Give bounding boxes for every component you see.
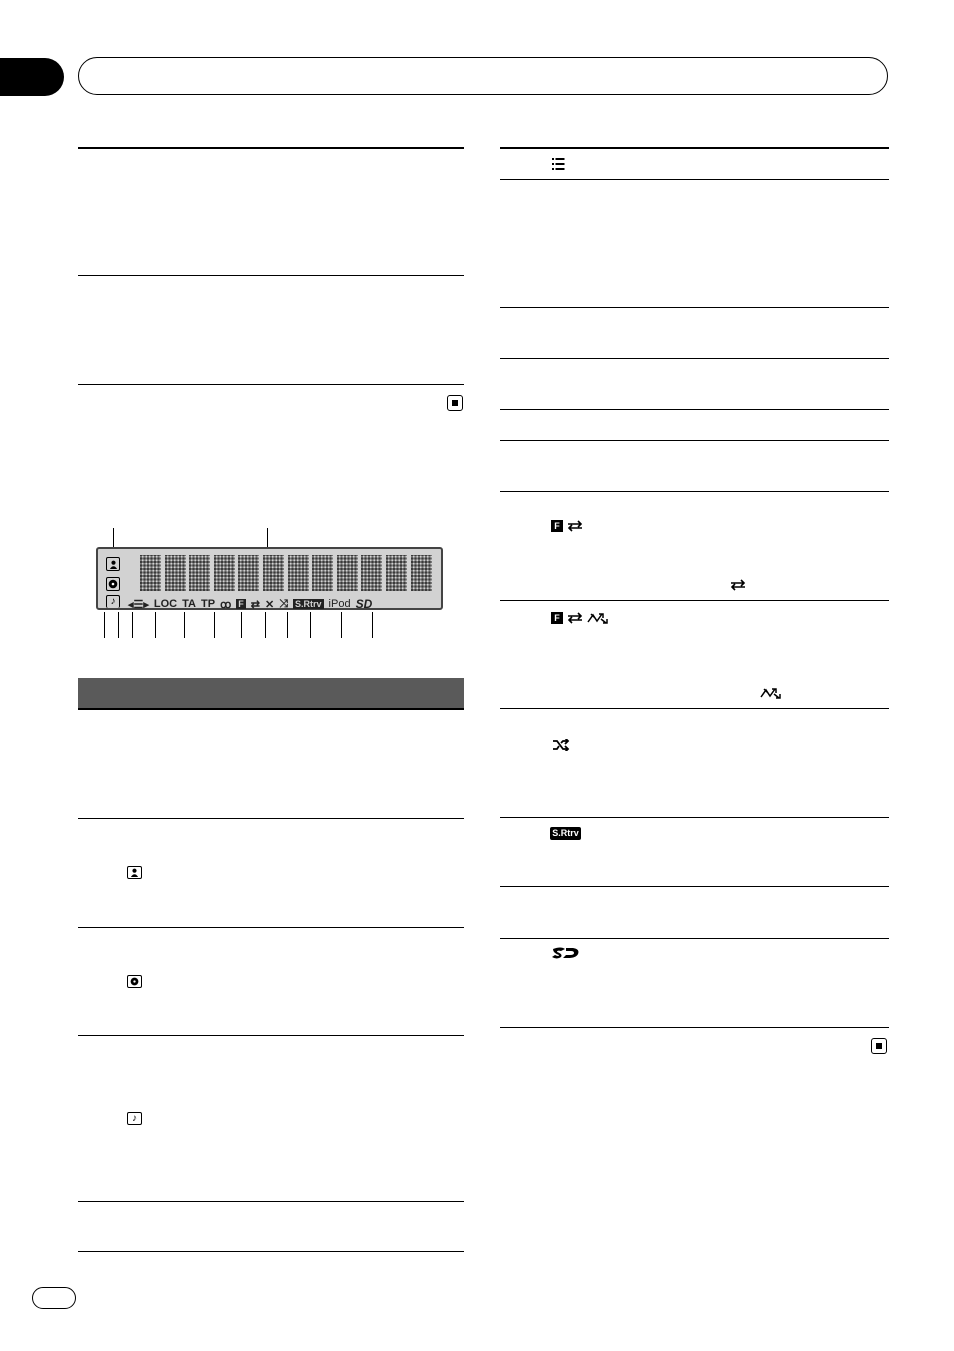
row-divider [500,440,889,441]
row-divider [78,818,464,819]
lcd-char [263,555,284,591]
lcd-char [214,555,235,591]
stereo-icon: ꝏ [220,598,232,611]
page-header-bar [78,57,888,95]
callout-line [241,612,242,638]
table-top-rule [78,147,464,149]
callout-line [341,612,342,638]
tp-indicator: TP [201,598,216,610]
shuffle-icon [552,738,570,756]
callout-line [372,612,373,638]
folder-random-icon: F [551,612,609,624]
lcd-char [140,555,161,591]
list-icon [552,157,565,175]
page-number-badge [32,1287,76,1309]
random-icon: ✕ [265,598,275,611]
lcd-char [238,555,259,591]
row-divider [500,409,889,410]
lcd-char [189,555,210,591]
table-bottom-rule [78,1251,464,1252]
row-divider [500,491,889,492]
repeat-icon: ⇄ [250,598,260,611]
repeat-icon [728,578,748,596]
lcd-char [361,555,382,591]
lcd-char [288,555,309,591]
lcd-char [386,555,407,591]
lcd-indicator-row [128,597,372,611]
table-top-rule [500,147,889,149]
person-icon [106,557,120,571]
row-divider [78,927,464,928]
lcd-char [165,555,186,591]
folder-repeat-icon: F [238,599,244,609]
disc-icon [127,975,142,988]
folder-repeat-icon: F [551,520,585,532]
section-tab [0,58,64,96]
callout-line [104,612,105,638]
row-divider [78,275,464,276]
callout-line [155,612,156,638]
ta-indicator: TA [182,598,196,610]
shuffle-icon: ⤨ [279,597,289,610]
row-divider [78,1035,464,1036]
sd-card-icon [551,946,581,965]
indicator-table-header [78,678,464,710]
row-divider [78,384,464,385]
row-divider [500,886,889,887]
row-divider [500,817,889,818]
callout-line [214,612,215,638]
stop-icon [871,1038,887,1054]
row-divider [78,1201,464,1202]
sound-retriever-indicator: S.Rtrv [295,599,322,609]
callout-line [132,612,133,638]
ipod-indicator: iPod [328,598,351,610]
callout-line [265,612,266,638]
row-divider [500,307,889,308]
loc-indicator: LOC [153,598,178,610]
list-icon: ◂☰▸ [128,598,149,611]
callout-line [310,612,311,638]
random-icon [760,686,782,704]
row-divider [500,179,889,180]
table-bottom-rule [500,1027,889,1028]
callout-line [118,612,119,638]
bottom-callouts [96,612,386,642]
lcd-char [337,555,358,591]
person-icon [127,866,142,879]
row-divider [500,708,889,709]
music-note-icon: ♪ [127,1112,142,1125]
lcd-char [411,555,432,591]
row-divider [500,938,889,939]
callout-line [184,612,185,638]
lcd-char [312,555,333,591]
row-divider [500,600,889,601]
sound-retriever-indicator: S.Rtrv [550,827,581,840]
music-note-icon: ♪ [106,595,120,608]
sd-card-icon: SD [355,597,373,611]
row-divider [500,358,889,359]
disc-icon [106,577,120,591]
callout-line [287,612,288,638]
lcd-display [96,547,443,610]
stop-icon [447,395,463,411]
lcd-character-row [140,555,432,591]
